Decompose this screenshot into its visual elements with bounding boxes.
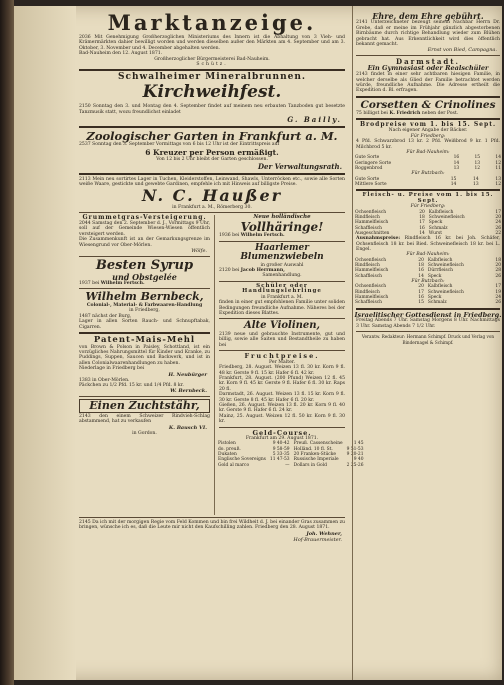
table-cell: 26 — [495, 300, 501, 306]
table-cell: Roggenbrod — [355, 165, 383, 171]
table-cell: 1 45 — [353, 441, 364, 447]
darmstadt-title: Darmstadt. — [396, 57, 460, 67]
table-cell: Rindfleisch — [355, 289, 380, 295]
table-cell: Schmalz — [427, 300, 447, 306]
table-cell: 16 — [419, 225, 425, 231]
nauheim2-title: Für Bad-Nauheim: — [406, 252, 450, 258]
gym-title: Ein Gymnasiast oder Realschüler — [367, 64, 489, 73]
table-cell: 13 — [453, 165, 460, 171]
kirchweih-text: 2150 Sonntag den 3. und Montag den 4. September findet auf meinem neu erbauten Tanzboden gut besetzte Tanzmusik statt, wozu freundlichst einladet — [79, 104, 345, 115]
market-title: Marktanzeige. — [107, 10, 317, 35]
zucht-title: Einen Zuchtstähr, — [89, 399, 200, 413]
table-cell: Dukaten — [218, 452, 237, 458]
corsetten-city: neben der Post. — [421, 110, 459, 116]
table-cell: Ochsenfleisch — [355, 284, 387, 290]
table-cell: 15 — [474, 155, 481, 161]
table-cell: 15 — [450, 176, 457, 182]
zucht-text: 2143 den einem Schweizer Rindvieh-Schlag abstammend, hat zu verkaufen — [79, 413, 210, 425]
syrup-sub: und Obstgelée — [112, 271, 177, 282]
table-cell: Rindfleisch — [355, 214, 380, 220]
patent-number: 1383 — [79, 377, 91, 383]
patent-title: Patent-Mais-Mehl — [93, 335, 196, 346]
patent-text: von Brown & Polson in Paisley, Schottland, ist ein vorzügliches Nahrungsmittel für Kinder und Kranke, zu Puddings, Suppen, Saucen und Backwerk, und ist in allen Colonialwaarenhandlungen zu haben. — [79, 344, 210, 366]
zoo-price: 6 Kreuzer per Person ermäßigt. — [145, 147, 279, 157]
patent-package: Päckchen zu 1/2 Pfd. 15 kr. und 1/4 Pfd. 8 kr. — [79, 382, 184, 388]
table-cell: Schweinefleisch — [428, 214, 465, 220]
frucht-text: Friedberg, 28. August. Weizen 13 fl. 30 kr. Korn 9 fl. 48 kr. Gerste 9 fl. 15 kr. Hafer 6 fl. 42 kr. — [219, 365, 345, 376]
brunnen-title: Schwalheimer Mineralbrunnen. — [117, 72, 307, 83]
table-cell: Schmalz — [428, 225, 448, 231]
table-cell: 20 — [418, 284, 424, 290]
ehre-sign: Ernst von Bied, Campagna. — [427, 47, 497, 54]
table-cell: 12 — [495, 181, 501, 187]
table-cell: 15 — [418, 300, 424, 306]
wb-city: in Friedberg, — [129, 308, 160, 314]
table-cell: Ausgeschnitten — [355, 230, 390, 236]
table-cell: 12 — [474, 165, 481, 171]
fleisch-city: Für Friedberg: — [410, 204, 446, 210]
ehre-title: Ehre, dem Ehre gebührt. — [372, 11, 484, 21]
gottes-text: Freitag Abends 7 Uhr. Samstag Morgens 8 Uhr. Nachmittags 3 Uhr. Samstag Abends 7 1/2 Uhr. — [356, 318, 500, 329]
table-cell: 26 — [495, 273, 501, 279]
table-cell: 9 51-53 — [346, 446, 364, 452]
harlem-role: Samenhandlung. — [262, 273, 302, 279]
book-spine — [0, 0, 14, 685]
ehre-text: 2141 Unterzeichneter bezeugt seinem Nachbar Herrn Dr. Grebe, daß er meine im Frühjahr gänzlich abgestorbenen Birnbäume durch richtige Behandlung wieder zum Blühen gebracht hat. Aus Erkenntlichkeit wird dies öffentlich bekannt gemacht. — [356, 20, 500, 48]
page-gutter — [14, 6, 76, 680]
newspaper-page — [14, 6, 502, 680]
table-cell: 9 58-59 — [272, 446, 290, 452]
hauszer-text: 2113 Mein neu sortirtes Lager in Tuchen, Kleiderstoffen, Leinwand, Shawls, Unterröcken etc., sowie alle Sorten weiße Waare, gestickte und gewebte Gardinen, empfehle ich mit Hinweis auf billigste Preise. — [79, 176, 345, 188]
patent-text2: Niederlage in Friedberg bei — [79, 366, 145, 372]
table-cell: Rindfleisch — [355, 263, 380, 269]
table-cell: 11 — [495, 165, 501, 171]
table-cell: 17 — [495, 209, 501, 215]
table-cell: Mittlere Sorte — [355, 181, 387, 187]
zoo-signer: Der Verwaltungsrath. — [257, 161, 342, 171]
table-cell: 24 — [495, 220, 501, 226]
butzbach2-title: Für Butzbach: — [411, 278, 445, 284]
table-cell: 14 — [418, 273, 424, 279]
patent-sub: in Ober-Mörlen. — [92, 377, 130, 383]
ausnahme-text: Rindfleisch 16 kr. bei Joh. Schäfer, Ochsenfleisch 18 kr. bei Bied. Schweinefleisch 18 kr. bei L. Engel. — [356, 236, 500, 252]
table-row — [353, 182, 503, 187]
table-cell: 19 — [495, 289, 501, 295]
table-cell: Schweinefleisch — [427, 263, 464, 269]
table-cell: 2 25-26 — [346, 462, 364, 468]
table-cell: 17 — [495, 284, 501, 290]
table-cell: Schweinefleisch — [427, 289, 464, 295]
table-cell: Hammelfleisch — [355, 220, 389, 226]
patent-sign: H. Neubürger — [168, 371, 207, 378]
grummet-text2: Die Zusammenkunft ist an der Gemarkungsgrenze im Wiesengrund vor Ober-Mörlen. — [79, 237, 210, 248]
table-cell: 13 — [495, 176, 501, 182]
table-cell: 18 — [418, 263, 424, 269]
table-cell: Ochsenfleisch — [355, 257, 387, 263]
table-cell: 17 — [419, 220, 425, 226]
table-cell: 14 — [450, 181, 457, 187]
last-sign: Joh. Wehner, — [306, 530, 342, 537]
ad-number: 2036 — [79, 35, 91, 40]
table-cell: 18 — [419, 214, 425, 220]
geld-sub: Frankfurt am 29. August 1871. — [245, 436, 319, 442]
voll-sign: Wilhelm Fertsch. — [240, 233, 285, 239]
grummet-title: Grummetgras-Versteigerung. — [82, 213, 207, 221]
table-cell: 20 — [495, 263, 501, 269]
table-cell: Preuß. Cassenscheine — [293, 441, 343, 447]
table-cell: Speck — [427, 273, 442, 279]
violinen-text: 2139 neue und gebrauchte Instrumente, gut und billig, sowie alle Saiten und Bestandtheile zu haben bei — [219, 331, 345, 348]
table-cell: 26 — [495, 225, 501, 231]
corsetten-sign: K. Friedrich — [389, 110, 421, 116]
grummet-sign: Wölfe. — [191, 248, 207, 255]
harlem-number: 2120 bei — [219, 268, 240, 274]
table-cell: 9 20-21 — [346, 452, 364, 458]
table-cell: 18 — [495, 257, 501, 263]
wb-text: Lager in allen Sorten Rauch- und Schnupftabak, Cigarren. — [79, 319, 210, 330]
table-cell: Schaffleisch — [355, 225, 382, 231]
grummet-text: 2044 Samstag den 2. September d. J., Vormittags 9 Uhr, soll auf der Gemeinde Wiesen-Wiesen öffentlich versteigert werden. — [79, 220, 210, 237]
harlem-title: Haarlemer Blumenzwiebeln — [240, 242, 324, 263]
geld-title: Geld-Course. — [252, 428, 312, 437]
zucht-city: in Gordon. — [132, 430, 157, 436]
table-cell: Kalbfleisch — [427, 284, 453, 290]
frucht-text2: Frankfurt, 28. August. (200 Pfund) Weizen 12 fl. 45 kr. Korn 9 fl. 45 kr. Gerste 9 fl. Hafer 6 fl. 30 kr. Raps 20 fl. — [219, 375, 345, 392]
frucht-text3: Darmstadt, 26. August. Weizen 13 fl. 15 kr. Korn 9 fl. 30 kr. Gerste 8 fl. 45 kr. Hafer 6 fl. 20 kr. — [219, 392, 345, 403]
table-cell: do. preuß. — [218, 446, 241, 452]
table-cell: Dollars in Gold — [293, 462, 327, 468]
table-cell: Kalbfleisch — [427, 257, 453, 263]
table-cell: 22 — [495, 230, 501, 236]
zoo-hours: Von 12 bis 2 Uhr bleibt der Garten geschlossen. — [156, 156, 268, 162]
table-cell: 14 — [453, 160, 460, 166]
table-cell: 9 40-42 — [272, 441, 290, 447]
table-cell: Gute Sorte — [355, 155, 380, 161]
last-text: 2145 Da ich mit der morgigen Regie vom Feld Kommen und bin frei Wildheit d. J. bei einander Gras zusammen zu bringen, wünsche ich es, daß die Leute mir nicht den Kaufschilling zahlen. Friedberg den 28. August 1871. — [79, 519, 345, 531]
fleisch-title: Fleisch- u. Preise vom 1. bis 15. Sept. — [362, 192, 494, 204]
kirchweih-signer: G. Bailly. — [287, 115, 342, 125]
table-cell: 20 Franken-Stücke — [293, 452, 337, 458]
zoo-title: Zoologischer Garten in Frankfurt a. M. — [86, 129, 338, 144]
voll-title: Vollhäringe! — [240, 219, 324, 234]
table-cell: 20 — [419, 209, 425, 215]
table-cell: Ochsenfleisch — [355, 209, 387, 215]
brot-title: Brodpreise vom 1. bis 15. Sept. — [359, 121, 497, 129]
wb-number: 1487 — [79, 313, 91, 319]
syrup-title: Besten Syrup — [95, 258, 194, 274]
table-cell: Gute Sorte — [355, 176, 380, 182]
schueler-city: in Frankfurt a. M. — [261, 294, 303, 300]
butzbach-table — [353, 177, 503, 188]
table-cell: 14 — [495, 155, 501, 161]
corsetten-title: Corsetten & Crinolines — [360, 98, 496, 111]
kirchweih-title: Kirchweihfest. — [142, 82, 282, 103]
table-cell: Speck — [428, 220, 443, 226]
table-cell: 16 — [453, 155, 460, 161]
nauheim-title: Für Bad-Nauheim: — [406, 149, 450, 155]
schueler-title: Schüler oder Handlungslehrlinge — [242, 282, 322, 295]
market-sign2: Schütz. — [196, 62, 228, 68]
butzbach-title: Für Butzbach: — [411, 171, 445, 177]
voll-pre: Neue holländische — [253, 213, 311, 220]
table-cell: Hammelfleisch — [355, 268, 389, 274]
voll-number: 1936 bei — [219, 233, 240, 239]
table-cell: — — [285, 462, 290, 468]
corsetten-number: 75 — [356, 110, 362, 116]
table-cell: 16 — [418, 268, 424, 274]
market-signer: Großherzoglicher Bürgermeisterei Bad-Nauheim. — [154, 56, 270, 62]
hauszer-address: in Frankfurt a. M., Römerberg 30. — [172, 204, 252, 210]
table-cell: Schaffleisch — [355, 273, 382, 279]
table-cell: 5 33-35 — [272, 452, 290, 458]
nauheim2-table — [353, 258, 503, 279]
frucht-text4: Gießen, 26. August. Weizen 13 fl. 20 kr. Korn 9 fl. 40 kr. Gerste 9 fl. Hafer 6 fl. 24 kr. — [219, 402, 345, 414]
harlem-sign: Jacob Herrmann, — [240, 268, 285, 274]
gym-text: 2143 findet in einer sehr achtbaren hiesigen Familie, in welcher derselbe als Glied der Familie betrachtet werden würde, freundliche Aufnahme. Die Adresse ertheilt die Expedition d. Bl. erfragen. — [356, 72, 500, 94]
table-cell: Hammelfleisch — [355, 294, 389, 300]
table-cell: 20 — [495, 214, 501, 220]
wb-note: nächst der Burg, — [92, 313, 132, 319]
wb-sub: Colonial-, Material- & Farbwaaren-Handlung — [86, 303, 203, 308]
last-role: Hof-Brauermeister. — [293, 536, 342, 543]
main-column — [76, 6, 364, 543]
table-cell: 17 — [418, 289, 424, 295]
table-cell: 28 — [495, 268, 501, 274]
table-cell: 14 — [473, 176, 479, 182]
wb-name: Wilhelm Bernbeck, — [85, 290, 204, 304]
frucht-sub: Per Malter. — [269, 359, 295, 365]
brot-text: 4 Pfd. Schwarzbrod 13 kr. 2 Pfd. Weißbrod 9 kr. 1 Pfd. Milchbrod 5 kr. — [356, 139, 500, 150]
hauszer-name: N. C. Haußer — [141, 185, 283, 205]
table-cell: Englische Sovereigns — [218, 457, 266, 463]
geld-table — [216, 441, 366, 467]
side-column — [352, 6, 503, 680]
violinen-title: Alte Violinen, — [243, 320, 321, 332]
patent-sign2: W. Bernbeck. — [170, 388, 207, 395]
syrup-number: 1937 bei — [79, 281, 100, 287]
harlem-sub: in großer Auswahl — [260, 262, 304, 268]
zucht-sign: K. Bausch VI. — [168, 424, 207, 431]
table-cell: 9 40 — [353, 457, 364, 463]
table-row — [216, 463, 366, 468]
table-cell: Geringere Sorte — [355, 160, 392, 166]
corsetten-text: billigst bei — [363, 110, 388, 116]
gottes-title: Israelitischer Gottesdienst in Friedberg. — [354, 310, 502, 319]
table-cell: 20 — [418, 257, 424, 263]
table-cell: 13 — [474, 160, 481, 166]
market-text: Mit Genehmigung Großherzoglichen Ministeriums des Innern ist die Abhaltung von 3 Vieh- und Krämermärkten dahier bewilligt worden und werden dieselben außer den Märkten am 4. September und am 3. Oktober, 3. November und 4. December abgehalten werden. — [79, 35, 345, 51]
butzbach2-table — [353, 284, 503, 305]
table-cell: 16 — [418, 294, 424, 300]
zoo-text: 2537 Sonntag den 3. September Vormittags von 6 bis 12 Uhr ist der Eintrittspreis auf — [79, 142, 280, 148]
nauheim-table — [353, 155, 503, 171]
frucht-title: Fruchtpreise. — [244, 352, 320, 361]
table-cell: 12 — [495, 160, 501, 166]
brot-city: Für Friedberg: — [410, 133, 446, 139]
table-cell: Schaffleisch — [355, 300, 382, 306]
market-date: Bad-Nauheim den 12. August 1871. — [79, 51, 163, 57]
table-cell: Speck — [427, 294, 442, 300]
table-cell: Holländ. 10 fl. St. — [293, 446, 333, 452]
schueler-text: finden in einer gut empfohlenen Familie unter soliden Bedingungen freundliche Aufnahme. Näheres bei der Expedition dieses Blattes. — [219, 300, 345, 317]
brot-sub: Nach eigener Angabe der Bäcker. — [388, 128, 468, 134]
table-cell: Russische Imperiale — [293, 457, 339, 463]
table-cell: Gold al marco — [218, 462, 250, 468]
fleisch-table — [353, 210, 503, 236]
table-cell: 13 — [473, 181, 479, 187]
ausnahme-title: Ausnahmspreise: — [356, 236, 401, 242]
table-cell: Wurst — [428, 230, 443, 236]
table-cell: 14 — [419, 230, 425, 236]
table-cell: Kalbfleisch — [428, 209, 454, 215]
table-cell: Dürrfleisch — [427, 268, 453, 274]
table-cell: 11 47-53 — [269, 457, 290, 463]
syrup-sign: Wilhelm Fertsch. — [100, 281, 145, 287]
frucht-text5: Mainz, 25. August. Weizen 12 fl. 50 kr. Korn 9 fl. 30 kr. — [219, 413, 345, 425]
table-row — [353, 300, 503, 305]
table-cell: 24 — [495, 294, 501, 300]
table-cell: Pistolen — [218, 441, 236, 447]
imprint: Verantw. Redakteur: Hermann Schimpf. Druck und Verlag von Bindernagel & Schimpf. — [361, 334, 495, 345]
